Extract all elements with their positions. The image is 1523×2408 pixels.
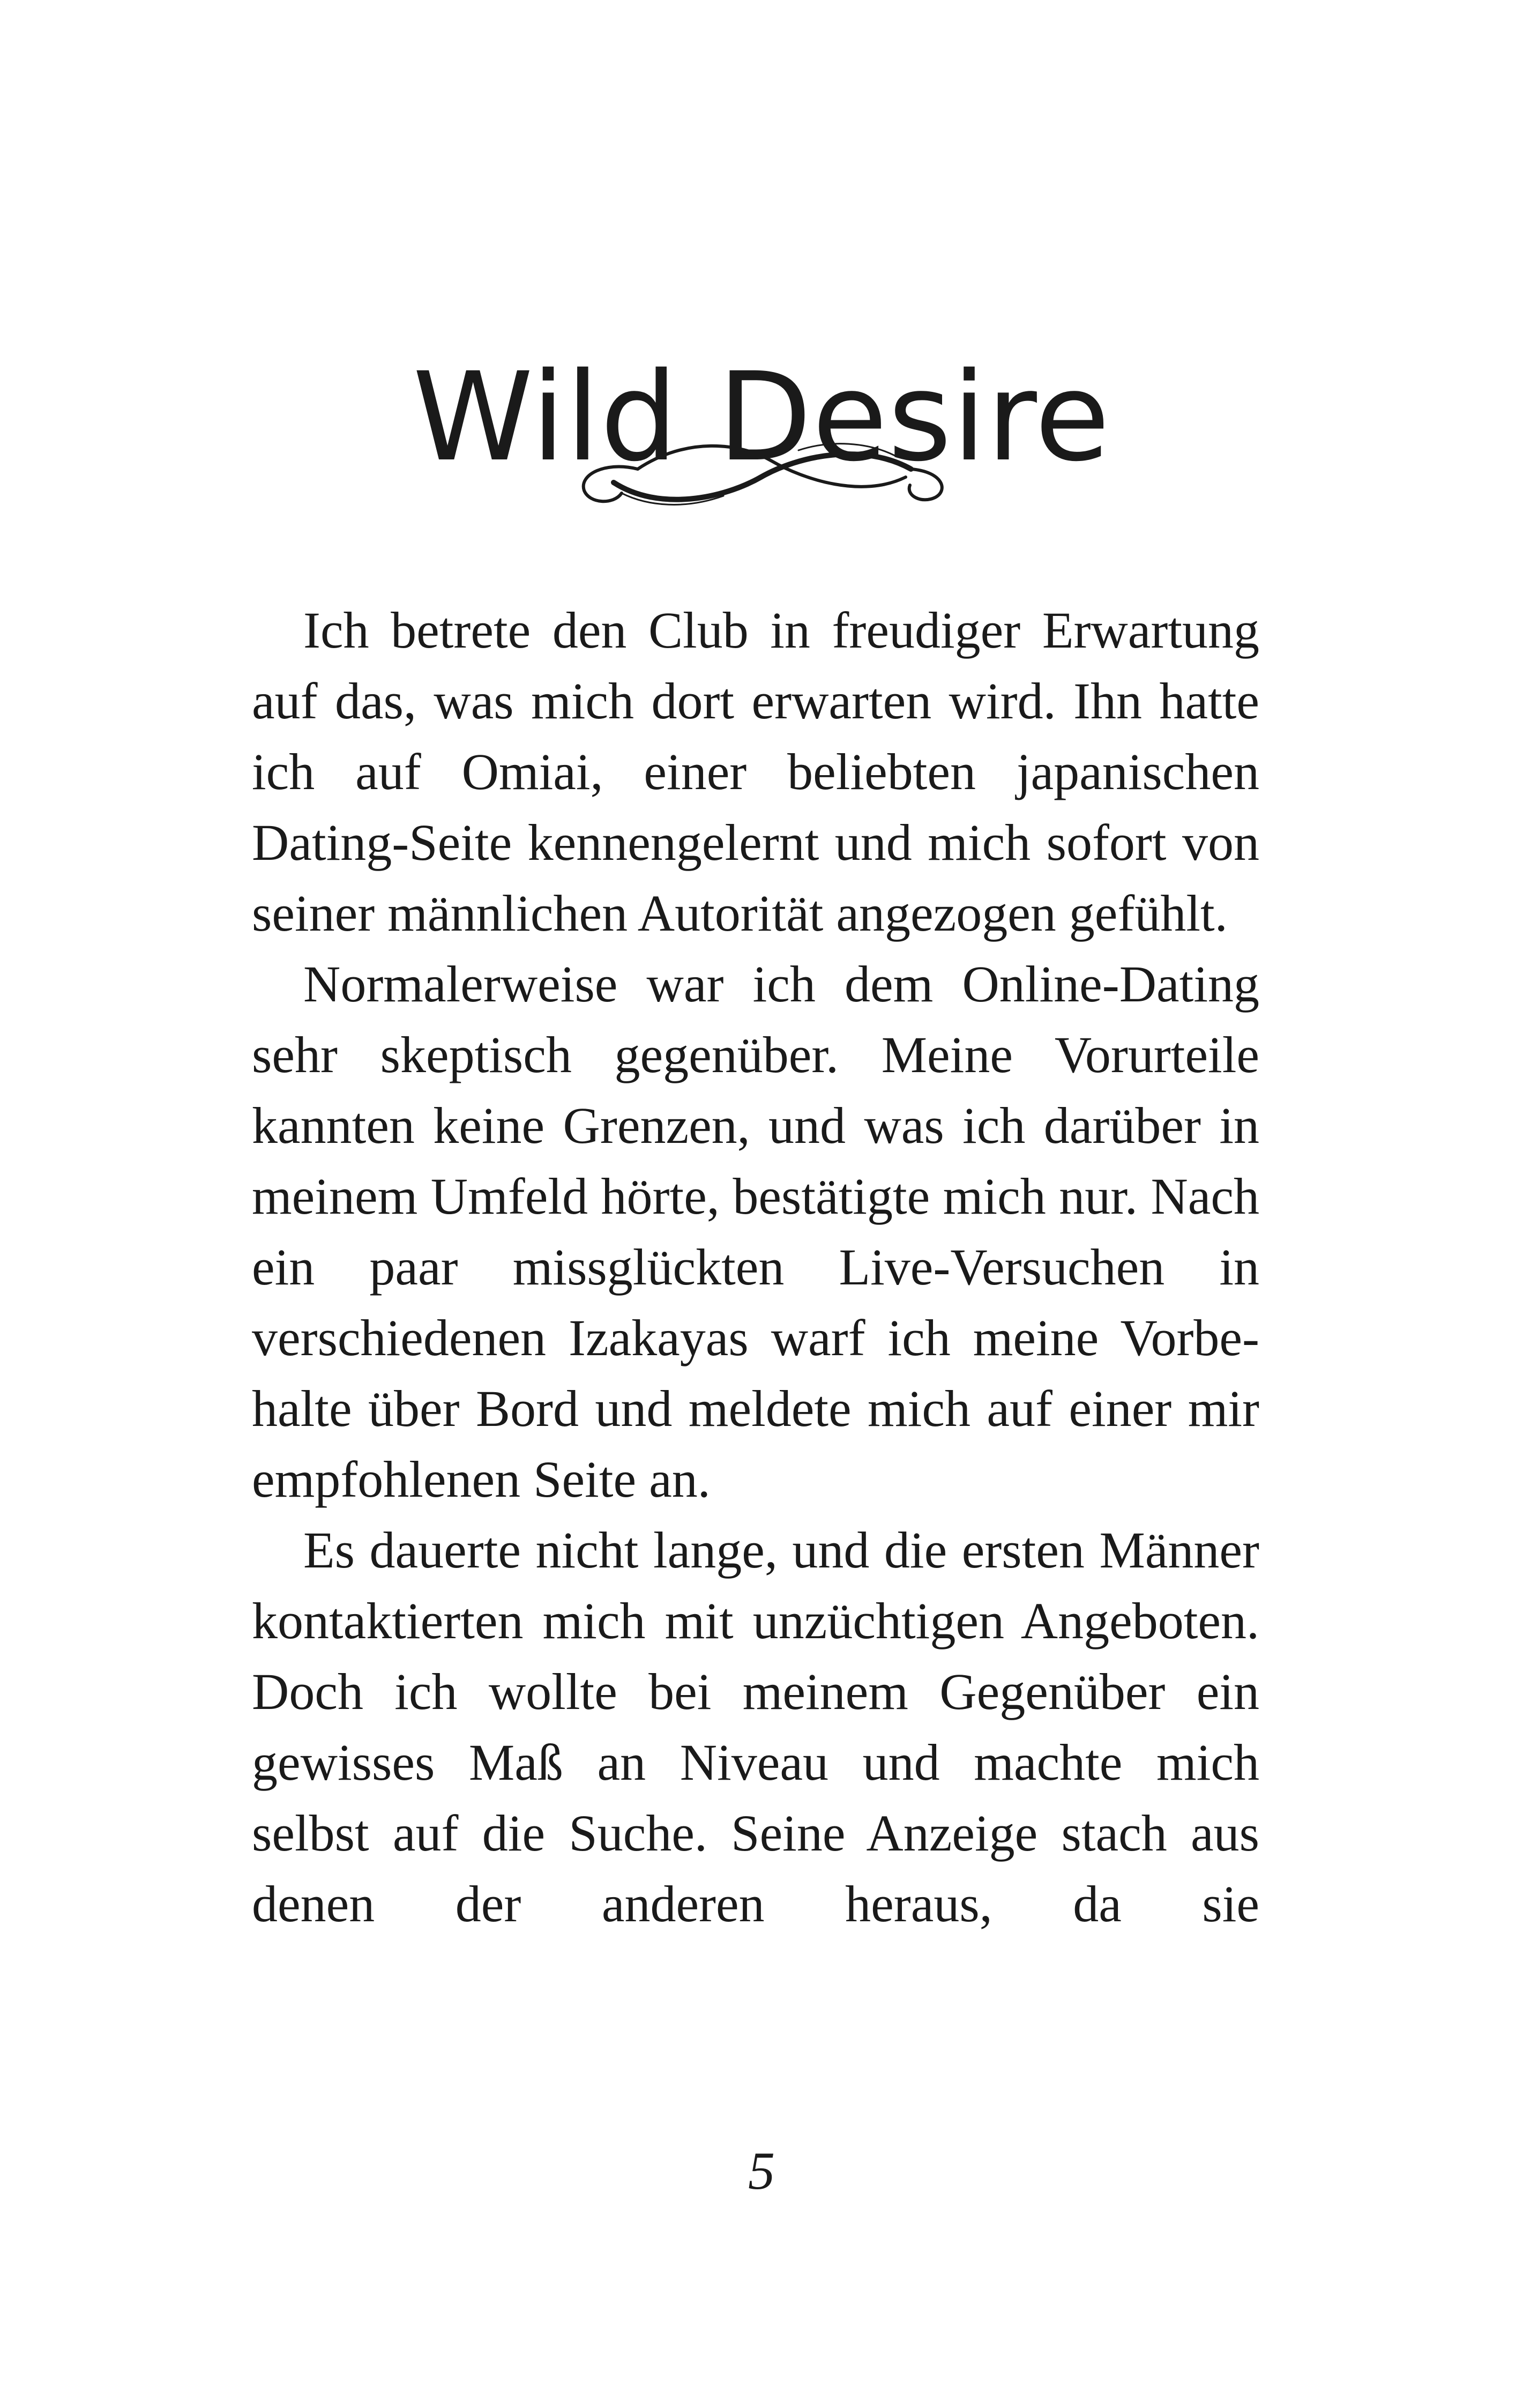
chapter-title: Wild Desire (412, 345, 1111, 488)
flourish-ornament-icon (563, 418, 959, 525)
chapter-body (252, 595, 1259, 1939)
paragraph: Es dauerte nicht lange, und die ersten Männer kontaktierten mich mit unzüchtigen Angeboten. Doch ich wollte bei meinem Gegenüber ein gewisses Maß an Niveau und machte mich selbst auf die Suche. Seine Anzeige stach aus denen der anderen heraus, da sie (252, 1521, 1259, 1933)
paragraph: Ich betrete den Club in freudiger Erwartung auf das, was mich dort erwarten wird. Ihn hatte ich auf Omiai, einer beliebten japanischen Dating-Seite kennengelernt und mich sofort von seiner männlichen Autorität angezogen gefühlt. (252, 601, 1259, 942)
paragraph: Normalerweise war ich dem Online-Dating sehr skeptisch gegenüber. Meine Vorurteile kannten keine Grenzen, und was ich darüber in meinem Umfeld hörte, bestätigte mich nur. Nach ein paar missglückten Live-Versuchen in verschiedenen Izakayas warf ich meine Vorbehalte über Bord und meldete mich auf einer mir empfohlenen Seite an. (252, 955, 1259, 1508)
page-number: 5 (748, 2141, 775, 2201)
